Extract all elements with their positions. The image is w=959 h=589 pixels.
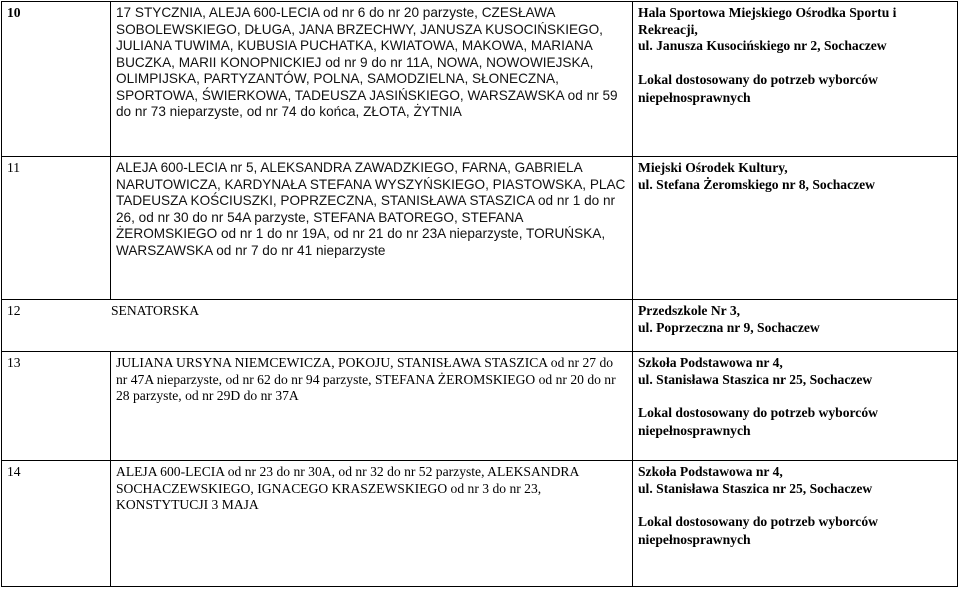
polling-place-name: Przedszkole Nr 3, [638, 303, 741, 318]
polling-place [633, 300, 958, 352]
polling-place-address: ul. Poprzeczna nr 9, Sochaczew [638, 319, 820, 335]
district-streets: 17 STYCZNIA, ALEJA 600-LECIA od nr 6 do nr 20 parzyste, CZESŁAWA SOBOLEWSKIEGO, DŁUGA, JANA BRZECHWY, JANUSZA KUSOCIŃSKIEGO, JULIANA TUWIMA, KUBUSIA PUCHATKA, KWIATOWA, MAKOWA, MARIANA BUCZKA, MARII KONOPNICKIEJ od nr 9 do nr 11A, NOWA, NOWOWIEJSKA, OLIMPIJSKA, PARTYZANTÓW, POLNA, SAMODZIELNA, SŁONECZNA, SPORTOWA, ŚWIERKOWA, TADEUSZA JASIŃSKIEGO, WARSZAWSKA od nr 59 do nr 73 nieparzyste, od nr 74 do końca, ZŁOTA, ŻYTNIA [111, 2, 633, 157]
table-row [2, 300, 958, 352]
district-number: 14 [2, 461, 111, 587]
accessibility-note: Lokal dostosowany do potrzeb wyborców niepełnosprawnych [638, 514, 878, 547]
table-row [2, 461, 958, 587]
polling-place-name: Szkoła Podstawowa nr 4, [638, 355, 783, 370]
district-merged-cell [2, 300, 633, 352]
table-row [2, 157, 958, 300]
district-streets: ALEJA 600-LECIA nr 5, ALEKSANDRA ZAWADZKIEGO, FARNA, GABRIELA NARUTOWICZA, KARDYNAŁA STEFANA WYSZYŃSKIEGO, PIASTOWSKA, PLAC TADEUSZA KOŚCIUSZKI, POPRZECZNA, STANISŁAWA STASZICA od nr 1 do nr 26, od nr 30 do nr 54A parzyste, STEFANA BATOREGO, STEFANA ŻEROMSKIEGO od nr 1 do nr 19A, od nr 21 do nr 23A nieparzyste, TORUŃSKA, WARSZAWSKA od nr 7 do nr 41 nieparzyste [111, 157, 633, 300]
district-number: 10 [2, 2, 111, 157]
district-number: 11 [2, 157, 111, 300]
polling-place-address: ul. Stanisława Staszica nr 25, Sochaczew [638, 480, 873, 496]
polling-place-name: Hala Sportowa Miejskiego Ośrodka Sportu i Rekreacji, [638, 5, 897, 37]
polling-place [633, 157, 958, 300]
table-row [2, 352, 958, 461]
district-streets: ALEJA 600-LECIA od nr 23 do nr 30A, od nr 32 do nr 52 parzyste, ALEKSANDRA SOCHACZEWSKIEGO, IGNACEGO KRASZEWSKIEGO od nr 3 do nr 23, KONSTYTUCJI 3 MAJA [111, 461, 633, 587]
district-number: 12 [7, 303, 21, 318]
accessibility-note: Lokal dostosowany do potrzeb wyborców niepełnosprawnych [638, 405, 878, 438]
polling-place-name: Szkoła Podstawowa nr 4, [638, 464, 783, 479]
polling-place [633, 352, 958, 461]
polling-place [633, 461, 958, 587]
district-number: 13 [2, 352, 111, 461]
polling-place-address: ul. Stefana Żeromskiego nr 8, Sochaczew [638, 176, 876, 192]
district-streets: JULIANA URSYNA NIEMCEWICZA, POKOJU, STANISŁAWA STASZICA od nr 27 do nr 47A nieparzyste, od nr 62 do nr 94 parzyste, STEFANA ŻEROMSKIEGO od nr 20 do nr 28 parzyste, od nr 29D do nr 37A [111, 352, 633, 461]
polling-place-address: ul. Janusza Kusocińskiego nr 2, Sochaczew [638, 38, 887, 53]
accessibility-note: Lokal dostosowany do potrzeb wyborców niepełnosprawnych [638, 71, 878, 105]
district-streets: SENATORSKA [111, 303, 200, 318]
districts-table [1, 1, 958, 587]
polling-place [633, 2, 958, 157]
table-row [2, 2, 958, 157]
polling-place-address: ul. Stanisława Staszica nr 25, Sochaczew [638, 371, 873, 387]
polling-place-name: Miejski Ośrodek Kultury, [638, 160, 788, 175]
